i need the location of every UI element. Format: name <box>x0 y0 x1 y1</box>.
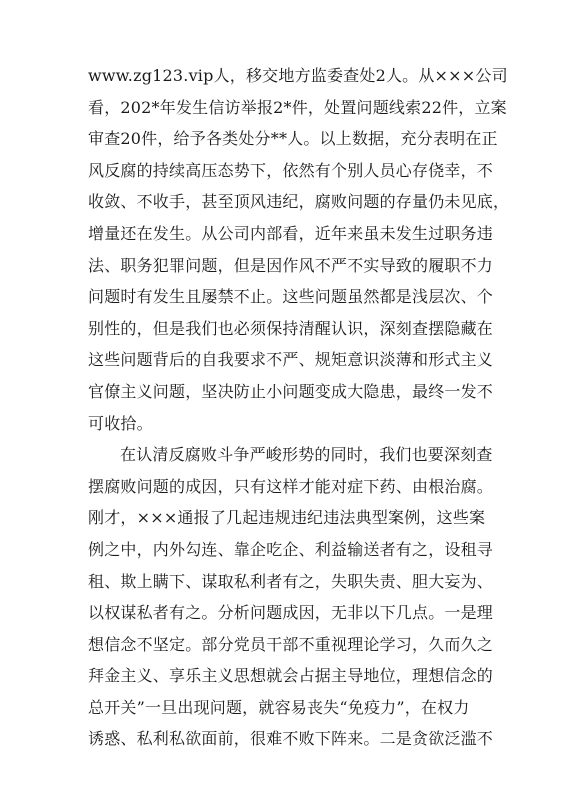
text-line: 收敛、不收手，甚至顶风违纪，腐败问题的存量仍未见底， <box>88 192 510 212</box>
text-line: 审查20件，给予各类处分**人。以上数据，充分表明在正 <box>88 129 498 149</box>
text-line: 以权谋私者有之。分析问题成因，无非以下几点。一是理 <box>88 603 494 623</box>
text-line: 刚才，×××通报了几起违规违纪违法典型案例，这些案 <box>88 508 486 528</box>
text-line: 租、欺上瞒下、谋取私利者有之，失职失责、胆大妄为、 <box>88 571 494 591</box>
text-line: 摆腐败问题的成因，只有这样才能对症下药、由根治腐。 <box>88 476 494 496</box>
text-line: 拜金主义、享乐主义思想就会占据主导地位，理想信念的 <box>88 666 494 686</box>
text-line: 风反腐的持续高压态势下，依然有个别人员心存侥幸，不 <box>88 160 494 180</box>
text-line: 官僚主义问题，坚决防止小问题变成大隐患，最终一发不 <box>88 381 494 401</box>
text-line: 可收拾。 <box>88 413 153 433</box>
text-line: 这些问题背后的自我要求不严、规矩意识淡薄和形式主义 <box>88 350 494 370</box>
text-line: 增量还在发生。从公司内部看，近年来虽未发生过职务违 <box>88 223 494 243</box>
body-text <box>88 60 510 755</box>
text-line: 总开关”一旦出现问题，就容易丧失“免疫力”，在权力 <box>88 697 470 717</box>
text-line: 问题时有发生且屡禁不止。这些问题虽然都是浅层次、个 <box>88 287 494 307</box>
text-line: www.zg123.vip人，移交地方监委查处2人。从×××公司 <box>88 66 508 85</box>
paragraph-first-line: 在认清反腐败斗争严峻形势的同时，我们也要深刻查 <box>120 445 493 465</box>
text-line: 诱惑、私利私欲面前，很难不败下阵来。二是贪欲泛滥不 <box>88 729 494 749</box>
text-line: 想信念不坚定。部分党员干部不重视理论学习，久而久之 <box>88 634 494 654</box>
text-line: 法、职务犯罪问题，但是因作风不严不实导致的履职不力 <box>88 255 494 275</box>
text-line: 例之中，内外勾连、靠企吃企、利益输送者有之，设租寻 <box>88 539 494 559</box>
text-line: 看，202*年发生信访举报2*件，处置问题线索22件，立案 <box>88 97 507 117</box>
text-line: 别性的，但是我们也必须保持清醒认识，深刻查摆隐藏在 <box>88 318 494 338</box>
